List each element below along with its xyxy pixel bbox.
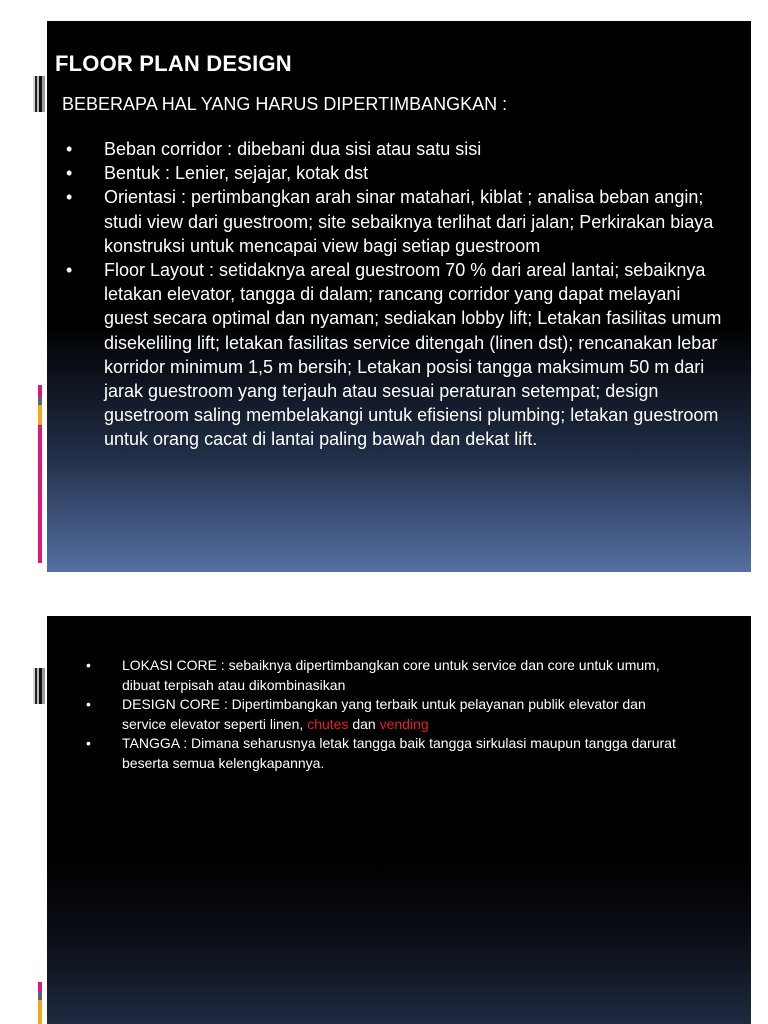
- accent-strip-gold: [38, 405, 42, 425]
- highlight-text: vending: [379, 715, 429, 732]
- bullet-item: [64, 161, 724, 185]
- bullet-text: DESIGN CORE : Dipertimbangkan yang terbaik untuk pelayanan publik elevator dan service elevator seperti linen,: [122, 696, 646, 732]
- bullet-item: [64, 258, 724, 452]
- slide-left-margin: [18, 21, 47, 572]
- bullet-marker: •: [86, 735, 91, 751]
- accent-strip-pink-long: [38, 425, 42, 563]
- bullet-marker: •: [66, 139, 73, 159]
- bullet-text: Orientasi : pertimbangkan arah sinar matahari, kiblat ; analisa beban angin; studi view dari guestroom; site sebaiknya terlihat dari jalan; Perkirakan biaya konstruksi untuk mencapai view bagi setiap guestroom: [104, 187, 714, 256]
- accent-strip-slate: [38, 992, 42, 1000]
- slide-left-margin: [18, 616, 47, 1024]
- accent-strip-gold: [38, 1000, 42, 1024]
- slide-tab-mark: [33, 76, 45, 112]
- bullet-text-connector: dan: [348, 715, 380, 732]
- bullet-marker: •: [66, 260, 73, 281]
- bullet-list: [64, 137, 724, 452]
- slide-tab-mark: [33, 668, 45, 704]
- highlight-text: chutes: [307, 715, 349, 732]
- bullet-text: TANGGA : Dimana seharusnya letak tangga baik tangga sirkulasi maupun tangga darurat beserta semua kelengkapannya.: [122, 735, 676, 771]
- bullet-item: [84, 656, 684, 695]
- bullet-text: LOKASI CORE : sebaiknya dipertimbangkan core untuk service dan core untuk umum, dibuat terpisah atau dikombinasikan: [122, 657, 660, 693]
- bullet-text: Beban corridor : dibebani dua sisi atau satu sisi: [104, 139, 482, 159]
- slide-floor-plan-design: [18, 21, 751, 572]
- bullet-marker: •: [86, 657, 91, 673]
- bullet-marker: •: [86, 696, 91, 712]
- slide-title: FLOOR PLAN DESIGN: [55, 51, 292, 76]
- bullet-marker: •: [66, 187, 73, 208]
- bullet-text: Bentuk : Lenier, sejajar, kotak dst: [104, 163, 369, 184]
- accent-strip-pink: [38, 385, 42, 397]
- bullet-marker: •: [66, 163, 73, 184]
- bullet-item: [64, 185, 724, 258]
- bullet-item: [64, 137, 724, 161]
- slide-core-design: [18, 616, 751, 1024]
- bullet-text: Floor Layout : setidaknya areal guestroom 70 % dari areal lantai; sebaiknya letakan elevator, tangga di dalam; rancang corridor yang dapat melayani guest secara optimal dan nyaman; sediakan lobby lift; Letakan fasilitas umum disekeliling lift; letakan fasilitas service ditengah (linen dst); rencanakan lebar korridor minimum 1,5 m bersih; Letakan posisi tangga maksimum 50 m dari jarak guestroom yang terjauh atau sesuai peraturan setempat; design gusetroom saling membelakangi untuk efisiensi plumbing; letakan guestroom untuk orang cacat di lantai paling bawah dan dekat lift.: [104, 260, 722, 450]
- bullet-list: [84, 656, 684, 773]
- bullet-item: [84, 695, 684, 734]
- accent-strip-pink: [38, 982, 42, 992]
- bullet-item: [84, 734, 684, 773]
- accent-strip-slate: [38, 397, 42, 405]
- slide-subtitle: BEBERAPA HAL YANG HARUS DIPERTIMBANGKAN :: [62, 94, 508, 114]
